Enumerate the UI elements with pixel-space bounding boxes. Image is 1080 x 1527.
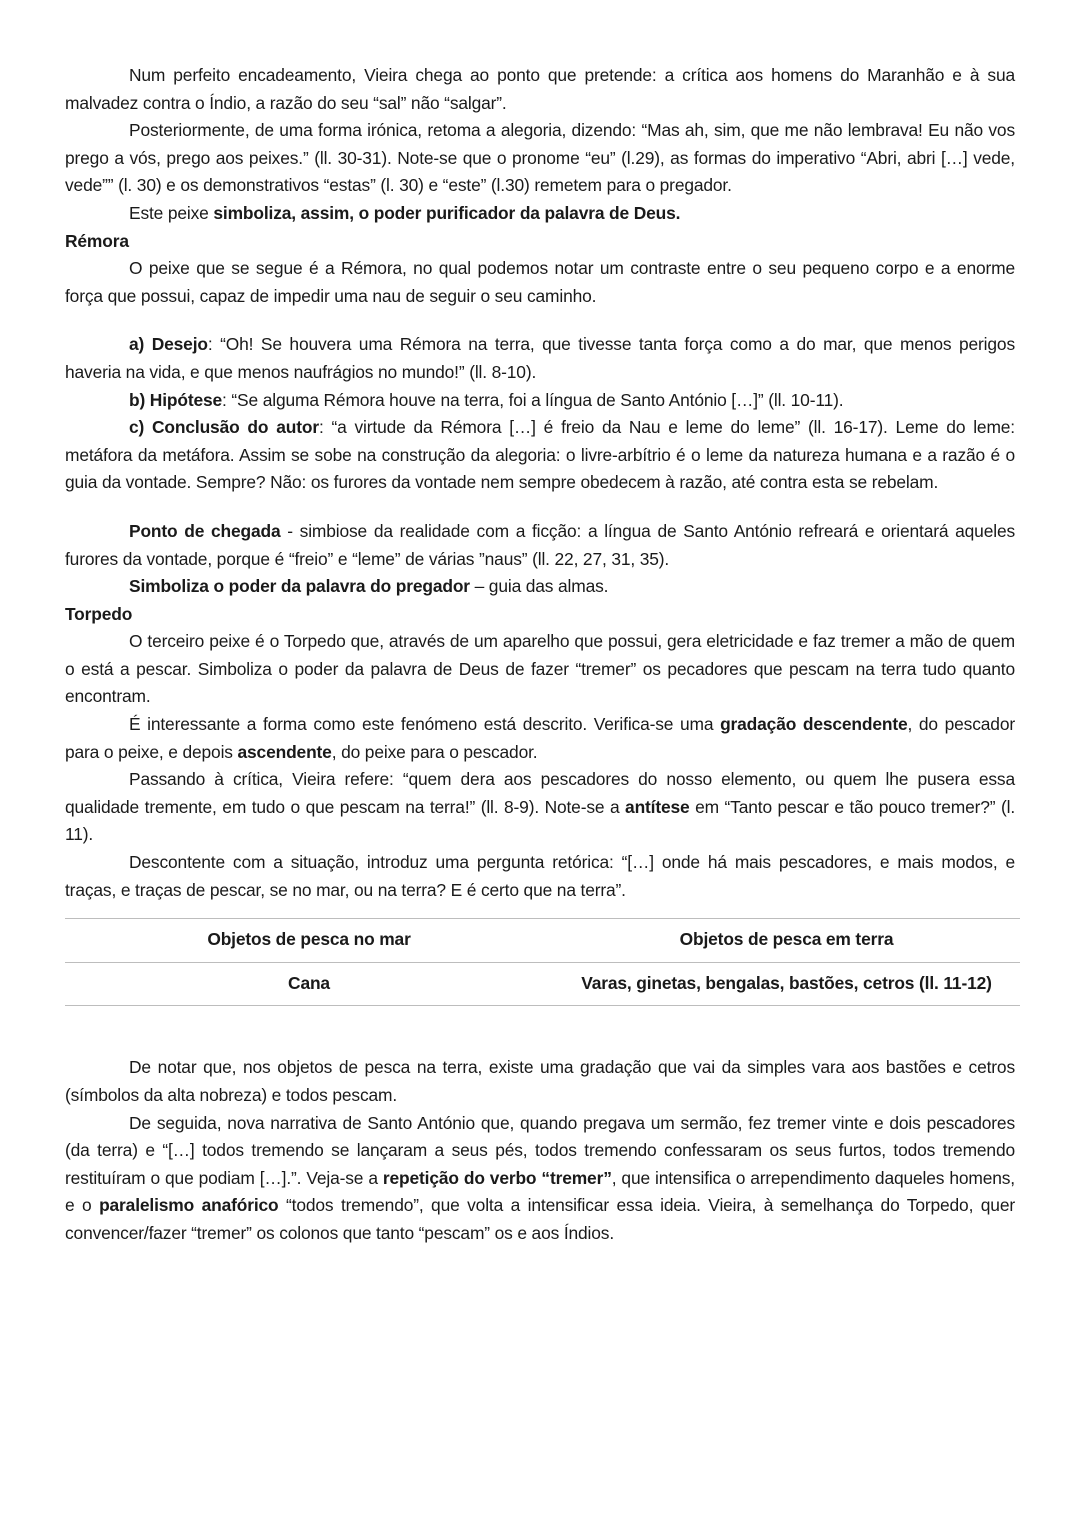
closing-p2-bold-2: paralelismo anafórico xyxy=(99,1195,279,1216)
torpedo-paragraph-2 xyxy=(65,711,1015,766)
remora-item-b-text: : “Se alguma Rémora houve na terra, foi a língua de Santo António […]” (ll. 10-11). xyxy=(222,389,844,410)
remora-item-a-text: : “Oh! Se houvera uma Rémora na terra, que tivesse tanta força como a do mar, que menos perigos haveria na vida, e que menos naufrágios no mundo!” (ll. 8-10). xyxy=(65,334,1015,382)
intro-paragraph-1: Num perfeito encadeamento, Vieira chega ao ponto que pretende: a crítica aos homens do Maranhão e à sua malvadez contra o Índio, a razão do seu “sal” não “salgar”. xyxy=(65,65,1015,113)
remora-simboliza-text: – guia das almas. xyxy=(469,576,609,597)
remora-heading: Rémora xyxy=(65,230,129,251)
closing-p2-text-a: De seguida, nova narrativa de Santo António que, quando pregava um sermão, fez tremer vinte e dois pescadores (da terra) e “[…] todos tremendo se lançaram a seus pés, todos tremendo confessaram os seus furtos, todos tremendo restituíram o que podiam […].”. Veja-se a xyxy=(65,1112,1015,1188)
torpedo-p3-text-a: Passando à crítica, Vieira refere: “quem dera aos pescadores do nosso elemento, ou quem lhe pusera essa qualidade tremente, em tudo o que pescam na terra!” (ll. 8-9). Note-se a xyxy=(65,769,1015,817)
torpedo-p3-bold: antítese xyxy=(625,796,690,817)
intro-paragraph-2: Posteriormente, de uma forma irónica, retoma a alegoria, dizendo: “Mas ah, sim, que me não lembrava! Eu não vos prego a vós, prego aos peixes.” (ll. 30-31). Note-se que o pronome “eu” (l.29), as formas do imperativo “Abri, abri […] vede, vede”” (l. 30) e os demonstrativos “estas” (l. 30) e “este” (l.30) remetem para o pregador. xyxy=(65,120,1015,196)
remora-simboliza-bold: Simboliza o poder da palavra do pregador xyxy=(129,576,470,597)
remora-item-c-label: c) Conclusão do autor xyxy=(129,417,319,438)
table-row xyxy=(65,962,1020,1006)
torpedo-p3-text-b: em “Tanto pescar e tão pouco tremer?” (l. 11). xyxy=(65,796,1015,845)
torpedo-p2-bold-2: ascendente xyxy=(237,741,332,762)
torpedo-heading: Torpedo xyxy=(65,603,133,624)
remora-item-a xyxy=(65,331,1015,386)
remora-item-c xyxy=(65,414,1015,497)
torpedo-paragraph-4: Descontente com a situação, introduz uma pergunta retórica: “[…] onde há mais pescadores, e mais modos, e traças, e traças de pescar, se no mar, ou na terra? E é certo que na terra”. xyxy=(65,852,1015,900)
table-cell-land: Varas, ginetas, bengalas, bastões, cetros (ll. 11-12) xyxy=(581,972,992,993)
table-header-land: Objetos de pesca em terra xyxy=(679,929,894,950)
closing-paragraph-1: De notar que, nos objetos de pesca na terra, existe uma gradação que vai da simples vara aos bastões e cetros (símbolos da alta nobreza) e todos pescam. xyxy=(65,1057,1015,1105)
remora-ponto-text: - simbiose da realidade com a ficção: a língua de Santo António refreará e orientará aqueles furores da vontade, porque é “freio” e “leme” de várias ”naus” (ll. 22, 27, 31, 35). xyxy=(65,520,1016,569)
closing-paragraph-2 xyxy=(65,1110,1015,1248)
torpedo-paragraph-1: O terceiro peixe é o Torpedo que, através de um aparelho que possui, gera eletricidade e faz tremer a mão de quem o está a pescar. Simboliza o poder da palavra de Deus de fazer “tremer” os pecadores que pescam na terra tudo quanto encontram. xyxy=(65,631,1015,707)
intro-paragraph-3 xyxy=(65,200,1015,228)
table-header-row xyxy=(65,919,1020,963)
document-page xyxy=(65,62,1015,1248)
torpedo-paragraph-3 xyxy=(65,766,1015,849)
remora-item-b-label: b) Hipótese xyxy=(129,389,223,410)
remora-ponto-chegada xyxy=(65,518,1015,573)
intro-p3-text: Este peixe xyxy=(129,202,214,223)
remora-ponto-label: Ponto de chegada xyxy=(129,520,281,541)
remora-item-b xyxy=(65,387,1015,415)
remora-paragraph-1: O peixe que se segue é a Rémora, no qual podemos notar um contraste entre o seu pequeno corpo e a enorme força que possui, capaz de impedir uma nau de seguir o seu caminho. xyxy=(65,258,1015,306)
closing-p2-bold-1: repetição do verbo “tremer” xyxy=(382,1167,612,1188)
closing-p2-text-b: , que intensifica o arrependimento daqueles homens, e o xyxy=(65,1167,1015,1216)
remora-item-a-label: a) Desejo xyxy=(129,334,208,355)
fishing-objects-table xyxy=(65,918,1020,1006)
table-cell-sea: Cana xyxy=(288,972,330,993)
remora-simboliza xyxy=(65,573,1015,601)
intro-p3-bold: simboliza, assim, o poder purificador da palavra de Deus. xyxy=(213,202,681,223)
torpedo-p2-text-b: , do pescador para o peixe, e depois xyxy=(65,714,1015,762)
torpedo-p2-text-a: É interessante a forma como este fenómeno está descrito. Verifica-se uma xyxy=(129,714,721,735)
table-header-sea: Objetos de pesca no mar xyxy=(207,929,411,950)
remora-item-c-text: : “a virtude da Rémora […] é freio da Nau e leme do leme” (ll. 16-17). Leme do leme: metáfora da metáfora. Assim se sobe na construção da alegoria: o livre-arbítrio é o leme da natureza humana e a razão é o guia da vontade. Sempre? Não: os furores da vontade nem sempre obedecem à razão, até contra esta se rebelam. xyxy=(65,417,1015,493)
closing-p2-text-c: “todos tremendo”, que volta a intensificar essa ideia. Vieira, à semelhança do Torpedo, quer convencer/fazer “tremer” os colonos que tanto “pescam” os e aos Índios. xyxy=(65,1195,1015,1243)
torpedo-p2-bold-1: gradação descendente xyxy=(720,714,908,735)
torpedo-p2-text-c: , do peixe para o pescador. xyxy=(331,741,538,762)
